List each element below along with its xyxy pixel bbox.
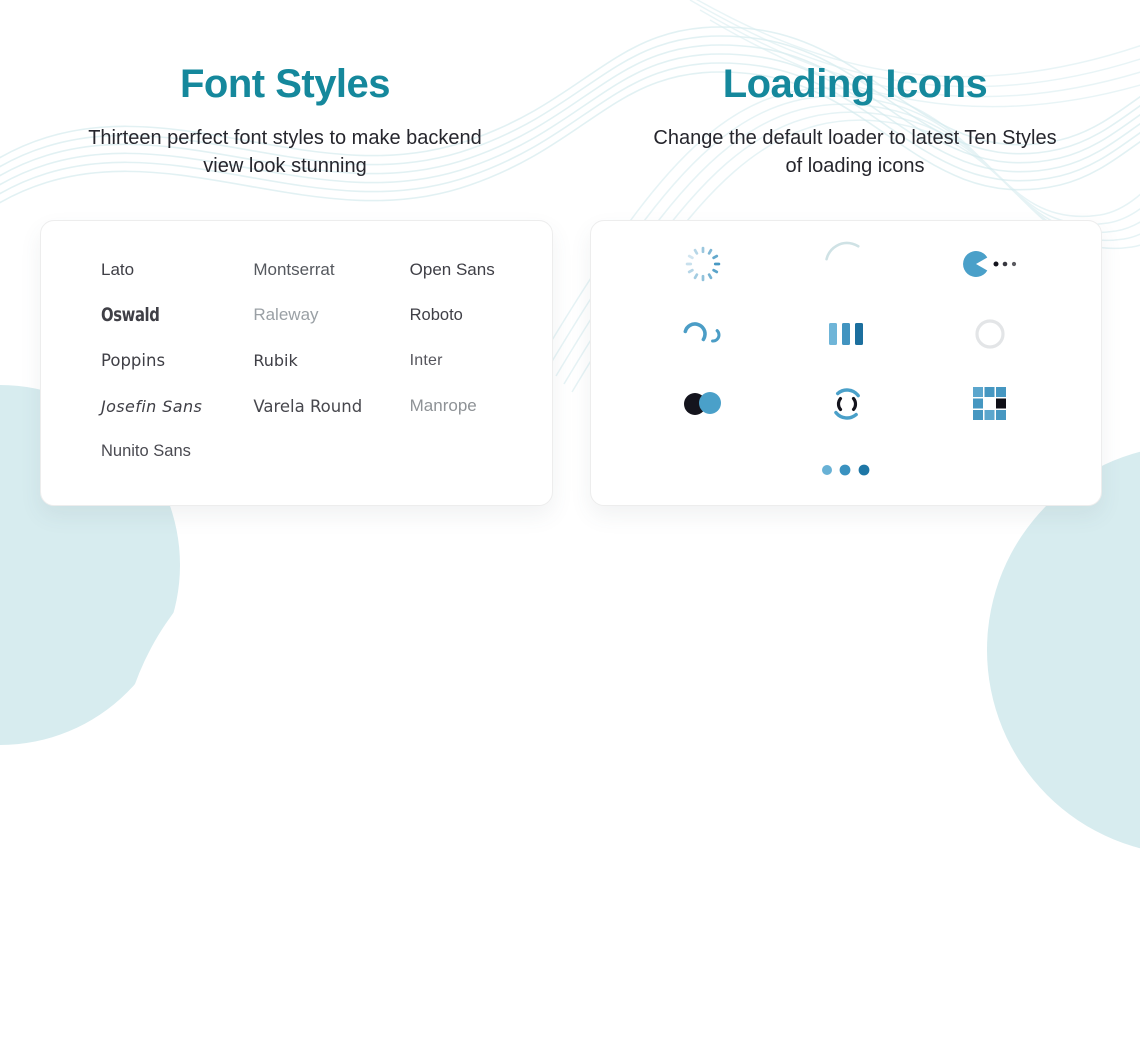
font-name-josefin-sans: Josefin Sans [101,396,203,416]
font-name-montserrat: Montserrat [253,259,335,279]
loader-grid [631,229,1061,439]
font-name-varela-round: Varela Round [253,396,363,416]
font-styles-section [0,0,570,506]
font-styles-card [40,220,553,506]
font-name-nunito-sans: Nunito Sans [101,442,191,461]
loader-three-dots-icon [631,439,1061,501]
font-name-poppins: Poppins [101,351,166,371]
loader-ring-icon [919,299,1061,369]
font-name-manrope: Manrope [409,396,477,416]
font-styles-title: Font Styles [179,62,391,106]
loading-icons-section [570,0,1140,506]
font-name-lato: Lato [101,259,135,279]
font-name-open-sans: Open Sans [409,259,495,279]
loader-broken-ring-icon [775,369,919,439]
loader-dual-crescent-icon [631,299,775,369]
font-column-2 [253,247,409,505]
decor-blob-bottom-right [987,445,1140,855]
loader-pacman-icon [919,229,1061,299]
loader-ticks-spinner-icon [631,229,775,299]
loading-icons-title: Loading Icons [722,62,988,106]
font-name-rubik: Rubik [253,351,298,371]
font-column-3 [410,247,552,505]
font-column-1 [101,247,253,505]
loading-icons-card [590,220,1102,506]
content-columns [0,0,1140,506]
loading-icons-subtitle: Change the default loader to latest Ten Styles of loading icons [653,127,1057,177]
font-name-inter: Inter [409,351,443,369]
loader-vertical-bars-icon [775,299,919,369]
loader-arc-spinner-icon [775,229,919,299]
font-name-roboto: Roboto [409,305,463,324]
loader-dual-ball-icon [631,369,775,439]
decor-blob-white-cut [118,500,678,1060]
font-name-oswald: Oswald [101,304,160,327]
loader-cube-grid-icon [919,369,1061,439]
font-name-raleway: Raleway [253,305,319,325]
font-styles-subtitle: Thirteen perfect font styles to make backend view look stunning [88,127,482,177]
